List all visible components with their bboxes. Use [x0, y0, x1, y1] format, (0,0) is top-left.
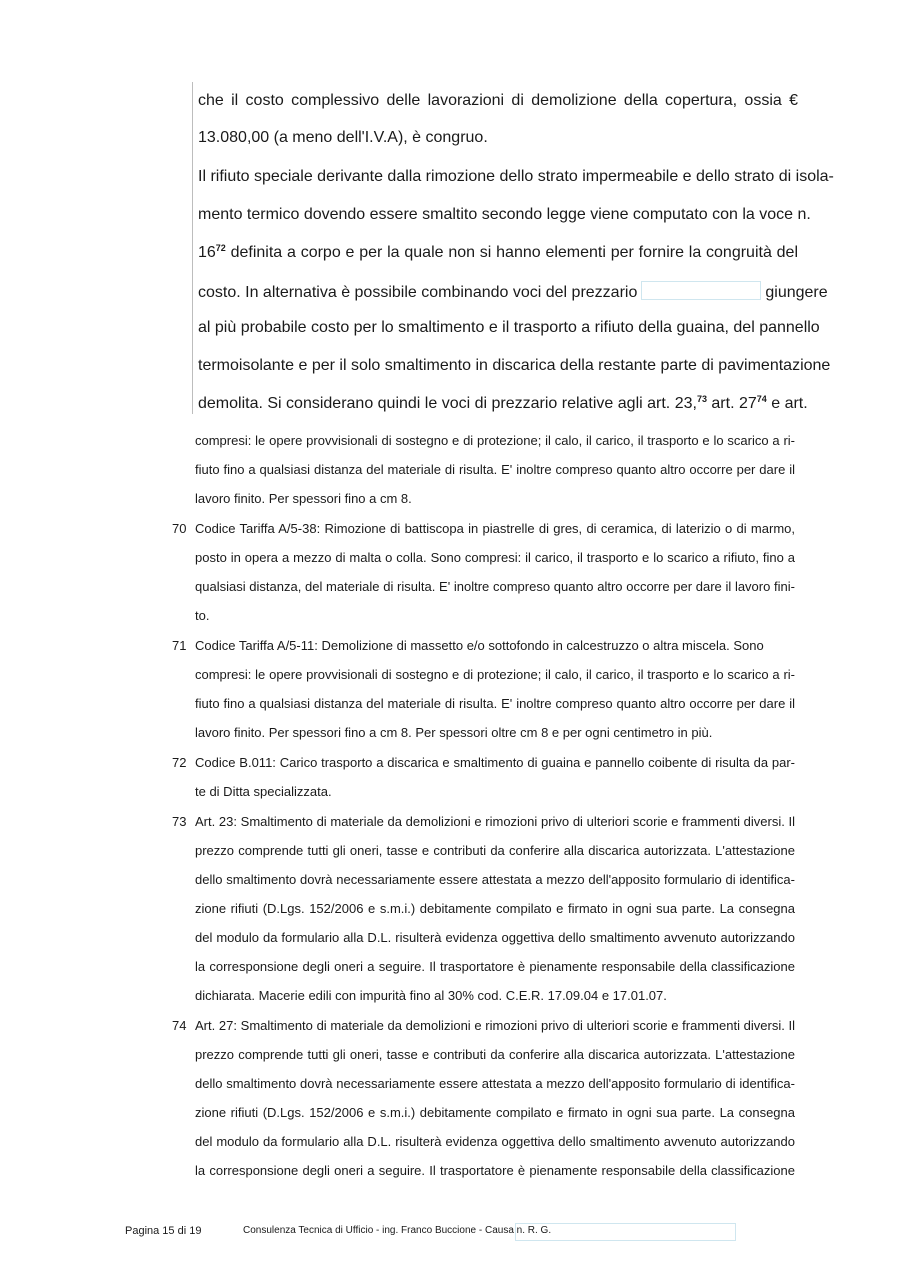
- redacted-field: [641, 281, 761, 300]
- redacted-field: [515, 1223, 736, 1241]
- footnote-number: 72: [172, 755, 187, 770]
- body-line: costo. In alternativa è possibile combinando voci del prezzario giungere: [198, 281, 798, 303]
- footnote-ref[interactable]: 72: [215, 243, 226, 253]
- page-number: Pagina 15 di 19: [125, 1225, 202, 1237]
- body-line: demolita. Si considerano quindi le voci di prezzario relative agli art. 23,73 art. $27^{74}$ e art.: [198, 394, 808, 412]
- body-line: al più probabile costo per lo smaltimento e il trasporto a rifiuto della guaina, del pannello: [198, 319, 820, 336]
- body-line: che il costo complessivo delle lavorazioni di demolizione della copertura, ossia €: [198, 92, 798, 109]
- footnote-number: 71: [172, 638, 187, 653]
- footnote-number: 74: [172, 1018, 187, 1033]
- footnote-number: 73: [172, 814, 187, 829]
- body-line: 13.080,00 (a meno dell'I.V.A), è congruo.: [198, 129, 488, 146]
- footnote-number: 70: [172, 521, 187, 536]
- footnote-ref[interactable]: 73: [696, 394, 707, 404]
- footer-title: Consulenza Tecnica di Ufficio - ing. Franco Buccione - Causa n. R. G.: [243, 1225, 552, 1236]
- body-line: Il rifiuto speciale derivante dalla rimozione dello strato impermeabile e dello strato di isola-: [198, 168, 834, 185]
- body-line: $16^{72}$ definita a corpo e per la quale non si hanno elementi per fornire la congruità del: [198, 243, 798, 261]
- body-line: termoisolante e per il solo smaltimento in discarica della restante parte di pavimentazione: [198, 357, 831, 374]
- body-line: mento termico dovendo essere smaltito secondo legge viene computato con la voce n.: [198, 206, 811, 223]
- footnote-ref[interactable]: 74: [756, 394, 767, 404]
